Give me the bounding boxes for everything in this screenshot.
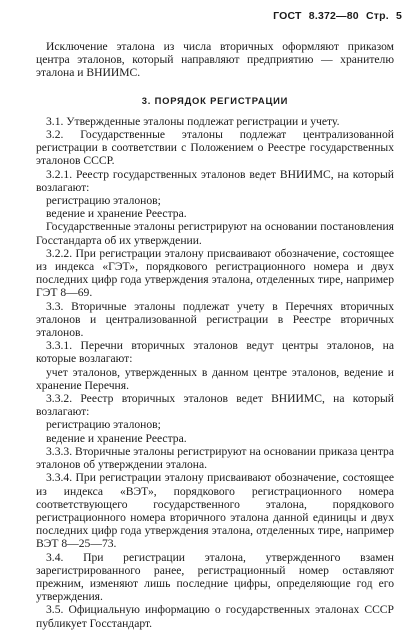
paragraph: регистрацию эталонов; <box>46 418 161 432</box>
paragraph: 3.5. Официальную информацию о государственных эталонах СССР публикует Госстандарт. <box>36 603 394 630</box>
page-header <box>269 10 402 22</box>
paragraph: 3.2.1. Реестр государственных эталонов ведет ВНИИМС, на который возлагают: <box>36 167 394 194</box>
paragraph: 3.3.3. Вторичные эталоны регистрируют на основании приказа центра эталонов об утверждении эталона. <box>36 444 394 472</box>
section-title: 3. ПОРЯДОК РЕГИСТРАЦИИ <box>141 94 289 106</box>
paragraph: регистрацию эталонов; <box>46 194 161 208</box>
header-page-label: Стр. <box>365 10 389 22</box>
paragraph: ведение и хранение Реестра. <box>46 431 187 445</box>
header-page-number: 5 <box>395 10 402 22</box>
paragraph-list <box>36 115 394 630</box>
paragraph: 3.3. Вторичные эталоны подлежат учету в Перечнях вторичных эталонов и централизованной регистрации в Реестре вторичных эталонов. <box>36 299 394 340</box>
paragraph: 3.3.2. Реестр вторичных эталонов ведет ВНИИМС, на который возлагают: <box>36 392 394 419</box>
intro-paragraph: Исключение эталона из числа вторичных оформляют приказом центра эталонов, который направляют предприятию — хранителю эталона и ВНИИМС. <box>36 40 394 80</box>
paragraph: 3.3.1. Перечни вторичных эталонов ведут центры эталонов, на которые возлагают: <box>36 339 394 366</box>
document-body <box>36 40 394 630</box>
header-standard-number: 8.372—80 <box>308 10 359 22</box>
header-gost: ГОСТ <box>273 10 302 22</box>
paragraph: ведение и хранение Реестра. <box>46 207 187 221</box>
paragraph: Государственные эталоны регистрируют на основании постановления Госстандарта об их утверждении. <box>36 220 394 247</box>
paragraph: 3.4. При регистрации эталона, утвержденного взамен зарегистрированного ранее, регистрационный номер оставляют прежним, изменяют лишь последние цифры, определяющие год его утверждения. <box>36 550 394 604</box>
paragraph: 3.2.2. При регистрации эталону присваивают обозначение, состоящее из индекса «ГЭТ», порядкового регистрационного номера и двух последних цифр года утверждения эталона, отделенных тире, например ГЭТ 8—69. <box>36 246 394 300</box>
paragraph: 3.1. Утвержденные эталоны подлежат регистрации и учету. <box>46 114 340 128</box>
paragraph: 3.2. Государственные эталоны подлежат централизованной регистрации в соответствии с Положением о Реестре государственных эталонов СССР. <box>36 128 394 168</box>
paragraph: 3.3.4. При регистрации эталону присваивают обозначение, состоящее из индекса «ВЭТ», порядкового регистрационного номера соответствующего государственного эталона, порядкового регистрационного номера вторичного эталона данной единицы и двух последних цифр года утверждения эталона, отделенных тире, например ВЭТ 8—25—73. <box>36 471 394 551</box>
paragraph: учет эталонов, утвержденных в данном центре эталонов, ведение и хранение Перечня. <box>36 365 394 392</box>
